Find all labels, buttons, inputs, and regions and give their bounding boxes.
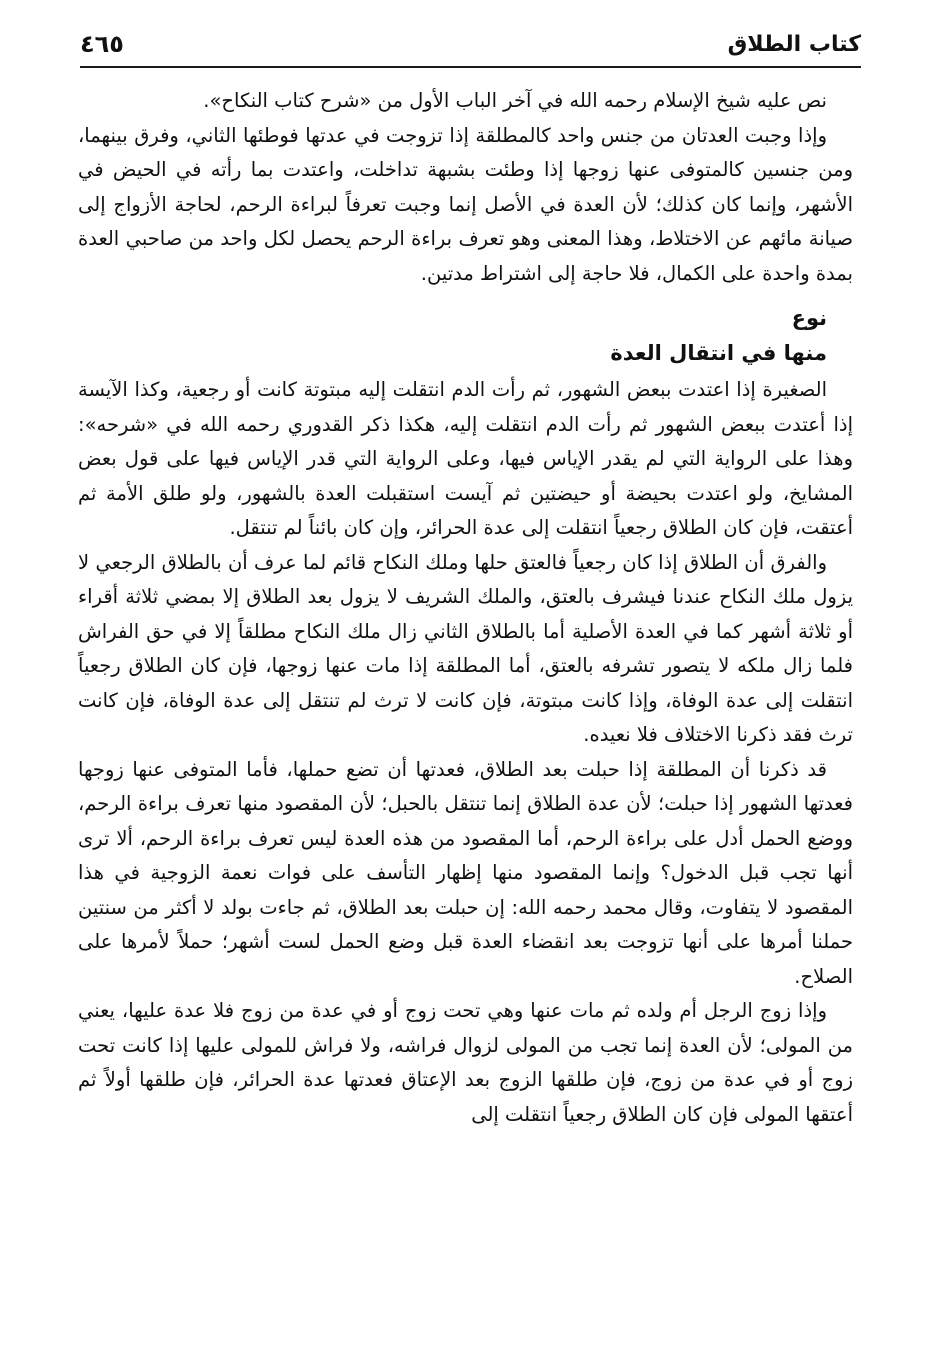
running-header	[80, 26, 861, 70]
header-rule	[80, 66, 861, 68]
body-text	[78, 84, 853, 1132]
section-heading: نوع	[791, 306, 827, 330]
page-number: ٤٦٥	[80, 30, 124, 58]
paragraph: وإذا وجبت العدتان من جنس واحد كالمطلقة إذا تزوجت في عدتها فوطئها الثاني، وفرق بينهما، ومن جنسين كالمتوفى عنها زوجها إذا وطئت بشبهة تداخلت، واعتدت بما رأته في الحيض في الأشهر، وإنما كان كذلك؛ لأن العدة في الأصل إنما وجبت تعرفاً لبراءة الرحم، لحاجة الأزواج إلى صيانة مائهم عن الاختلاط، وهذا المعنى وهو تعرف براءة الرحم يحصل لكل واحد من صاحبي العدة بمدة واحدة على الكمال، فلا حاجة إلى اشتراط مدتين.	[78, 123, 853, 285]
paragraph: الصغيرة إذا اعتدت ببعض الشهور، ثم رأت الدم انتقلت إليه مبتوتة كانت أو رجعية، وكذا الآيسة إذا أعتدت ببعض الشهور ثم رأت الدم انتقلت إليه، هكذا ذكر القدوري رحمه الله في «شرحه»: وهذا على الرواية التي لم يقدر الإياس فيها، وعلى الرواية التي قدر الإياس فيها على قول بعض المشايخ، ولو اعتدت بحيضة أو حيضتين ثم آيست استقبلت العدة بالشهور، ولو طلق الأمة ثم أعتقت، فإن كان الطلاق رجعياً انتقلت إلى عدة الحرائر، وإن كان بائناً لم تنتقل.	[78, 378, 853, 539]
paragraph: وإذا زوج الرجل أم ولده ثم مات عنها وهي تحت زوج أو في عدة من زوج فلا عدة عليها، يعني من المولى؛ لأن العدة إنما تجب من المولى لزوال فراشه، ولا فراش للمولى عليها إذا كانت تحت زوج أو في عدة من زوج، فإن طلقها الزوج بعد الإعتاق فعدتها عدة الحرائر، فإن طلقها أولاً ثم أعتقها المولى فإن كان الطلاق رجعياً انتقلت إلى	[78, 999, 853, 1126]
paragraph: والفرق أن الطلاق إذا كان رجعياً فالعتق حلها وملك النكاح قائم لما عرف أن بالطلاق الرجعي لا يزول ملك النكاح عندنا فيشرف بالعتق، والملك الشريف لا يزول بعد الطلاق إلا بمضي ثلاثة أقراء أو ثلاثة أشهر كما في العدة الأصلية أما بالطلاق الثاني زال ملك النكاح مطلقاً إلا في حق الفراش فلما زال ملكه لا يتصور تشرفه بالعتق، أما المطلقة إذا مات عنها زوجها، فإن كان الطلاق رجعياً انتقلت إلى عدة الوفاة، وإذا كانت مبتوتة، فإن كانت لا ترث لم تنتقل إلى عدة الوفاة، فإن كانت ترث فقد ذكرنا الاختلاف فلا نعيده.	[78, 550, 853, 746]
section-heading-block	[78, 301, 853, 371]
section-subheading: منها في انتقال العدة	[610, 341, 827, 365]
paragraph: قد ذكرنا أن المطلقة إذا حبلت بعد الطلاق، فعدتها أن تضع حملها، فأما المتوفى عنها زوجها فعدتها الشهور إذا حبلت؛ لأن عدة الطلاق إنما تنتقل بالحبل؛ لأن المقصود منها تعرف براءة الرحم، ووضع الحمل أدل على براءة الرحم، أما المقصود من هذه العدة ليس تعرف براءة الرحم، ألا ترى أنها تجب قبل الدخول؟ وإنما المقصود منها إظهار التأسف على فوات نعمة الزوجية في هذا المقصود لا يتفاوت، وقال محمد رحمه الله: إن حبلت بعد الطلاق، ثم جاءت بولد لا أكثر من سنتين حملنا أمرها على أنها تزوجت بعد انقضاء العدة قبل وضع الحمل لست أشهر؛ حملاً لأمرها على الصلاح.	[78, 757, 853, 988]
paragraph: نص عليه شيخ الإسلام رحمه الله في آخر الباب الأول من «شرح كتاب النكاح».	[203, 89, 827, 112]
book-title: كتاب الطلاق	[727, 32, 861, 57]
